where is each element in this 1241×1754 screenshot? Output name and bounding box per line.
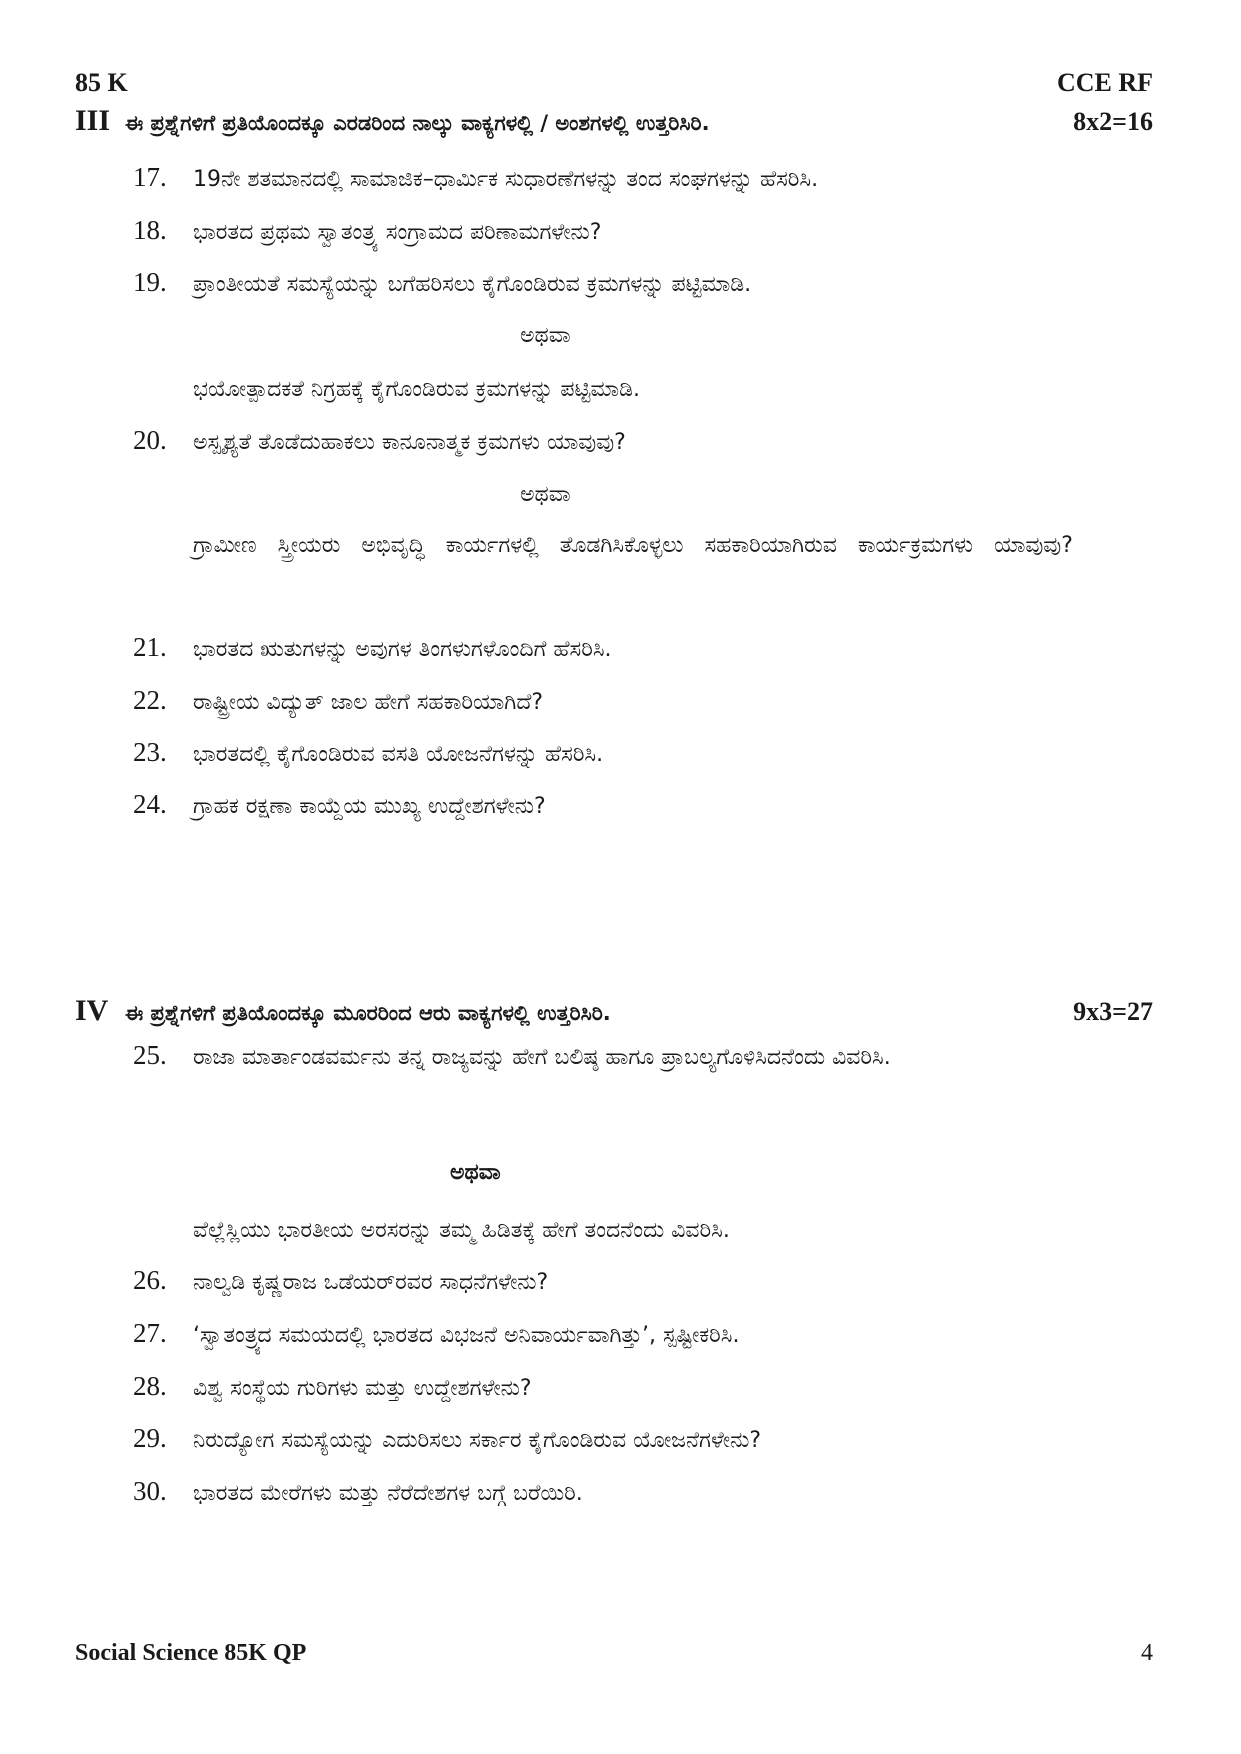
question-text: ರಾಜಾ ಮಾರ್ತಾಂಡವರ್ಮನು ತನ್ನ ರಾಜ್ಯವನ್ನು ಹೇಗೆ ಬಲಿಷ್ಠ ಹಾಗೂ ಪ್ರಾಬಲ್ಯಗೊಳಿಸಿದನೆಂದು ವಿವರಿಸಿ.	[193, 1045, 891, 1070]
question-23	[133, 727, 1153, 783]
section-3-heading	[75, 104, 1153, 144]
question-19	[133, 257, 1153, 313]
question-number: 24.	[133, 789, 167, 819]
section-number: IV	[75, 994, 109, 1027]
paper-series: CCE RF	[1056, 68, 1153, 97]
alternative-question-19: ಭಯೋತ್ಪಾದಕತೆ ನಿಗ್ರಹಕ್ಕೆ ಕೈಗೊಂಡಿರುವ ಕ್ರಮಗಳನ್ನು ಪಟ್ಟಿಮಾಡಿ.	[193, 377, 641, 402]
question-21	[133, 622, 1153, 678]
question-27	[133, 1308, 1153, 1364]
question-text: ಪ್ರಾಂತೀಯತೆ ಸಮಸ್ಯೆಯನ್ನು ಬಗೆಹರಿಸಲು ಕೈಗೊಂಡಿರುವ ಕ್ರಮಗಳನ್ನು ಪಟ್ಟಿಮಾಡಿ.	[193, 272, 752, 297]
question-text: ಅಸ್ಪೃಶ್ಯತೆ ತೊಡೆದುಹಾಕಲು ಕಾನೂನಾತ್ಮಕ ಕ್ರಮಗಳು ಯಾವುವು?	[193, 430, 626, 455]
paper-code: 85 K	[75, 68, 128, 97]
question-number: 18.	[133, 215, 167, 245]
alternative-question-20: ಗ್ರಾಮೀಣ ಸ್ತ್ರೀಯರು ಅಭಿವೃದ್ಧಿ ಕಾರ್ಯಗಳಲ್ಲಿ ತೊಡಗಿಸಿಕೊಳ್ಳಲು ಸಹಕಾರಿಯಾಗಿರುವ ಕಾರ್ಯಕ್ರಮಗಳು ಯಾವುವು?	[193, 533, 1073, 558]
or-label: ಅಥವಾ	[520, 482, 571, 507]
question-number: 30.	[133, 1476, 167, 1506]
question-text: ರಾಷ್ಟ್ರೀಯ ವಿದ್ಯುತ್ ಜಾಲ ಹೇಗೆ ಸಹಕಾರಿಯಾಗಿದೆ?	[193, 690, 544, 715]
section-marks: 9x3=27	[1073, 997, 1153, 1026]
question-text: ಭಾರತದಲ್ಲಿ ಕೈಗೊಂಡಿರುವ ವಸತಿ ಯೋಜನೆಗಳನ್ನು ಹೆಸರಿಸಿ.	[193, 742, 604, 767]
question-30	[133, 1466, 1153, 1522]
question-text: ನಿರುದ್ಯೋಗ ಸಮಸ್ಯೆಯನ್ನು ಎದುರಿಸಲು ಸರ್ಕಾರ ಕೈಗೊಂಡಿರುವ ಯೋಜನೆಗಳೇನು?	[193, 1428, 762, 1453]
question-25	[133, 1036, 1153, 1080]
question-26	[133, 1255, 1153, 1311]
question-text: ನಾಲ್ವಡಿ ಕೃಷ್ಣರಾಜ ಒಡೆಯರ್‌ರವರ ಸಾಧನೆಗಳೇನು?	[193, 1270, 549, 1295]
question-text: ಭಾರತದ ಪ್ರಥಮ ಸ್ವಾತಂತ್ರ್ಯ ಸಂಗ್ರಾಮದ ಪರಿಣಾಮಗಳೇನು?	[193, 220, 602, 245]
question-text: ಭಾರತದ ಋತುಗಳನ್ನು ಅವುಗಳ ತಿಂಗಳುಗಳೊಂದಿಗೆ ಹೆಸರಿಸಿ.	[193, 637, 612, 662]
question-29	[133, 1413, 1153, 1469]
question-number: 17.	[133, 162, 167, 192]
question-number: 26.	[133, 1265, 167, 1295]
question-24	[133, 779, 1153, 835]
question-text: ವಿಶ್ವ ಸಂಸ್ಥೆಯ ಗುರಿಗಳು ಮತ್ತು ಉದ್ದೇಶಗಳೇನು?	[193, 1376, 532, 1401]
question-text: ಗ್ರಾಹಕ ರಕ್ಷಣಾ ಕಾಯ್ದೆಯ ಮುಖ್ಯ ಉದ್ದೇಶಗಳೇನು?	[193, 794, 546, 819]
or-label: ಅಥವಾ	[450, 1160, 501, 1185]
question-number: 19.	[133, 267, 167, 297]
section-marks: 8x2=16	[1073, 107, 1153, 136]
or-label: ಅಥವಾ	[520, 323, 571, 348]
question-number: 27.	[133, 1318, 167, 1348]
question-number: 29.	[133, 1423, 167, 1453]
question-text: ಭಾರತದ ಮೇರೆಗಳು ಮತ್ತು ನೆರೆದೇಶಗಳ ಬಗ್ಗೆ ಬರೆಯಿರಿ.	[193, 1481, 583, 1506]
question-number: 21.	[133, 632, 167, 662]
question-text: 19ನೇ ಶತಮಾನದಲ್ಲಿ ಸಾಮಾಜಿಕ–ಧಾರ್ಮಿಕ ಸುಧಾರಣೆಗಳನ್ನು ತಂದ ಸಂಘಗಳನ್ನು ಹೆಸರಿಸಿ.	[193, 167, 819, 192]
question-number: 23.	[133, 737, 167, 767]
question-text: ‘ಸ್ವಾತಂತ್ರ್ಯದ ಸಮಯದಲ್ಲಿ ಭಾರತದ ವಿಭಜನೆ ಅನಿವಾರ್ಯವಾಗಿತ್ತು’, ಸ್ಪಷ್ಟೀಕರಿಸಿ.	[193, 1323, 740, 1348]
section-instruction: ಈ ಪ್ರಶ್ನೆಗಳಿಗೆ ಪ್ರತಿಯೊಂದಕ್ಕೂ ಮೂರರಿಂದ ಆರು ವಾಕ್ಯಗಳಲ್ಲಿ ಉತ್ತರಿಸಿರಿ.	[125, 1001, 611, 1025]
question-number: 28.	[133, 1371, 167, 1401]
page-number: 4	[1141, 1640, 1153, 1666]
question-28	[133, 1361, 1153, 1417]
question-17	[133, 152, 1153, 208]
question-22	[133, 675, 1153, 731]
alternative-question-25: ವೆಲ್ಲೆಸ್ಲಿಯು ಭಾರತೀಯ ಅರಸರನ್ನು ತಮ್ಮ ಹಿಡಿತಕ್ಕೆ ಹೇಗೆ ತಂದನೆಂದು ವಿವರಿಸಿ.	[193, 1218, 730, 1243]
question-number: 25.	[133, 1040, 167, 1070]
section-4-heading	[75, 994, 1153, 1034]
question-number: 22.	[133, 685, 167, 715]
footer-title: Social Science 85K QP	[75, 1640, 307, 1666]
question-number: 20.	[133, 425, 167, 455]
section-instruction: ಈ ಪ್ರಶ್ನೆಗಳಿಗೆ ಪ್ರತಿಯೊಂದಕ್ಕೂ ಎರಡರಿಂದ ನಾಲ್ಕು ವಾಕ್ಯಗಳಲ್ಲಿ / ಅಂಶಗಳಲ್ಲಿ ಉತ್ತರಿಸಿರಿ.	[125, 111, 710, 135]
question-20	[133, 415, 1153, 471]
question-18	[133, 205, 1153, 261]
section-number: III	[75, 104, 111, 137]
